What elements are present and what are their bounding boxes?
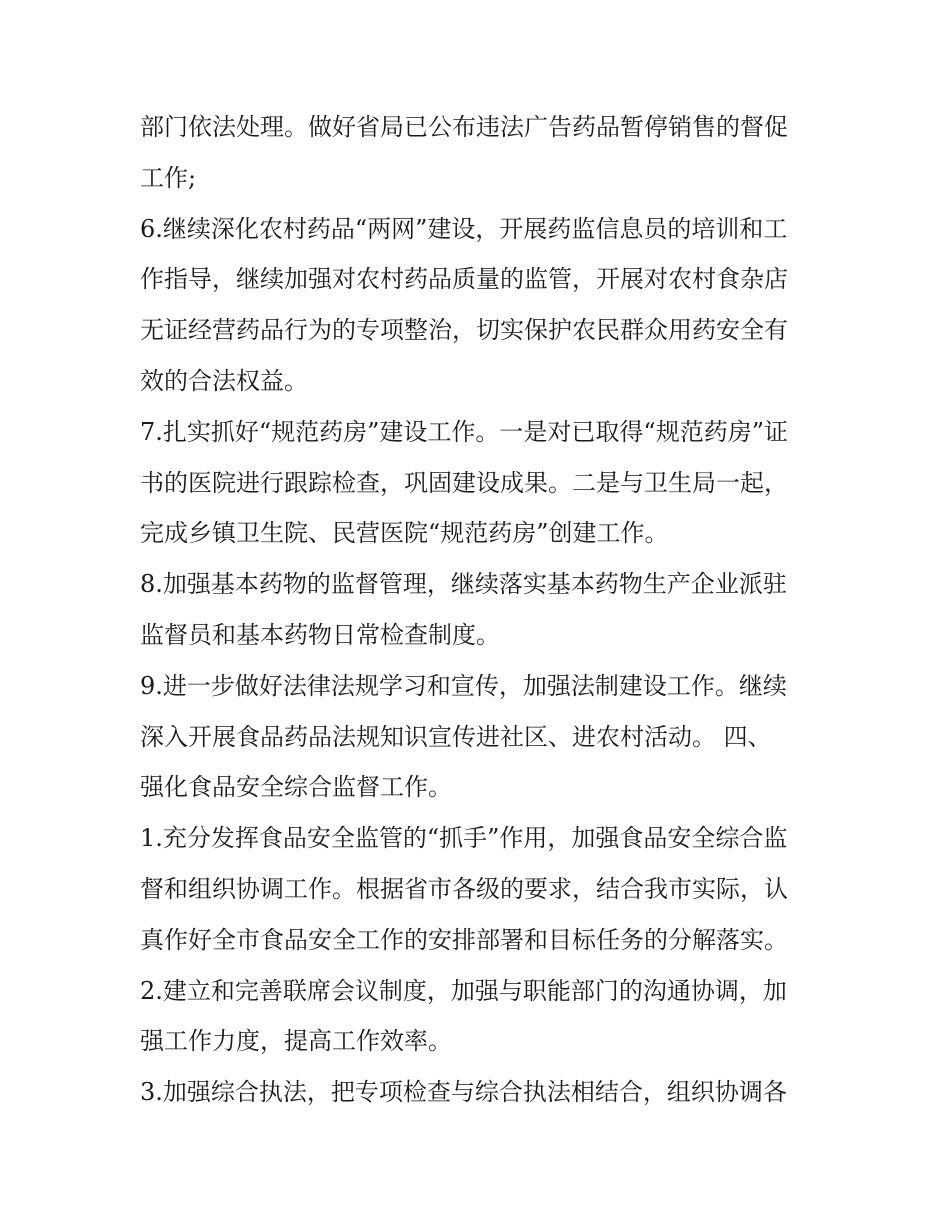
- text-line: 工作;: [140, 163, 197, 192]
- text-line: 强化食品安全综合监督工作。: [140, 773, 452, 802]
- text-line: 真作好全市食品安全工作的安排部署和目标任务的分解落实。: [140, 925, 788, 954]
- text-line: 7.扎实抓好“规范药房”建设工作。一是对已取得“规范药房”证: [140, 417, 788, 446]
- text-line: 督和组织协调工作。根据省市各级的要求，结合我市实际，认: [140, 874, 788, 903]
- text-line: 3.加强综合执法，把专项检查与综合执法相结合，组织协调各: [140, 1078, 787, 1107]
- text-line: 1.充分发挥食品安全监管的“抓手”作用，加强食品安全综合监: [140, 824, 788, 853]
- text-line: 无证经营药品行为的专项整治，切实保护农民群众用药安全有: [140, 316, 788, 345]
- text-line: 强工作力度，提高工作效率。: [140, 1027, 452, 1056]
- text-line: 6.继续深化农村药品“两网”建设，开展药监信息员的培训和工: [140, 214, 788, 243]
- text-line: 效的合法权益。: [140, 366, 308, 395]
- text-line: 完成乡镇卫生院、民营医院“规范药房”创建工作。: [140, 519, 669, 548]
- text-line: 作指导，继续加强对农村药品质量的监管，开展对农村食杂店: [140, 265, 788, 294]
- text-line: 深入开展食品药品法规知识宣传进社区、进农村活动。 四、: [140, 722, 772, 751]
- text-line: 书的医院进行跟踪检查，巩固建设成果。二是与卫生局一起，: [140, 468, 788, 497]
- text-line: 监督员和基本药物日常检查制度。: [140, 620, 500, 649]
- text-line: 9.进一步做好法律法规学习和宣传，加强法制建设工作。继续: [140, 671, 787, 700]
- text-line: 部门依法处理。做好省局已公布违法广告药品暂停销售的督促: [140, 113, 788, 141]
- document-body: [140, 102, 820, 1118]
- text-line: 8.加强基本药物的监督管理，继续落实基本药物生产企业派驻: [140, 570, 787, 599]
- text-line: 2.建立和完善联席会议制度，加强与职能部门的沟通协调，加: [140, 976, 787, 1005]
